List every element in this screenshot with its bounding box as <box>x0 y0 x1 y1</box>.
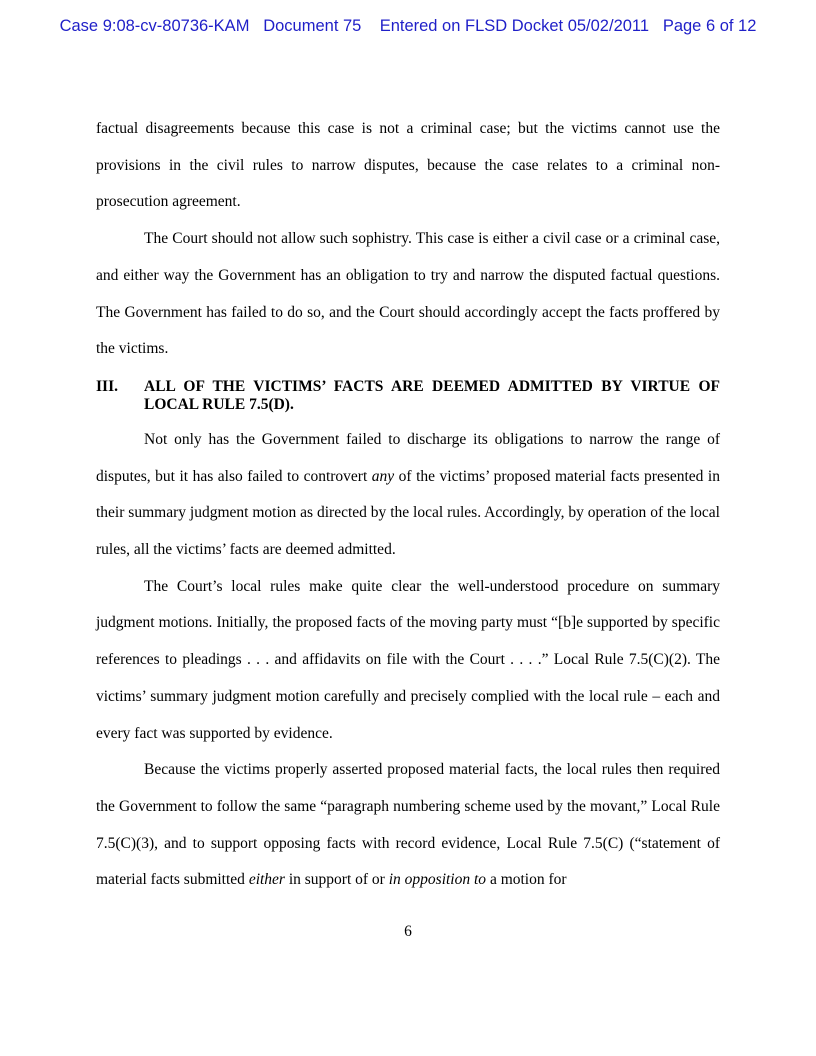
page-count: Page 6 of 12 <box>662 17 757 35</box>
paragraph-local-rules: The Court’s local rules make quite clear the well-understood procedure on summary judgment motions. Initially, the proposed facts of the moving party must “[b]e supported by specific references to pleadings . . . and affidavits on file with the Court . . . .” Local Rule 7.5(C)(2). The victims’ summary judgment motion carefully and precisely complied with the local rule – each and every fact was supported by evidence. <box>96 577 720 742</box>
page-number: 6 <box>404 923 412 940</box>
paragraph-numbering-scheme: Because the victims properly asserted proposed material facts, the local rules then required the Government to follow the same “paragraph numbering scheme used by the movant,” Local Rule 7.5(C)(3), and to support opposing facts with record evidence, Local Rule 7.5(C) (“statement of material facts submitted either in support of or in opposition to a motion for <box>96 761 720 889</box>
section-number: III. <box>96 377 118 395</box>
case-number: Case 9:08-cv-80736-KAM <box>59 17 250 35</box>
paragraph-continuation: factual disagreements because this case is not a criminal case; but the victims cannot use the provisions in the civil rules to narrow disputes, because the case relates to a criminal non-prosecution agreement. <box>96 120 720 211</box>
section-heading-iii <box>96 378 720 414</box>
paragraph-sophistry: The Court should not allow such sophistry. This case is either a civil case or a criminal case, and either way the Government has an obligation to try and narrow the disputed factual questions. The Government has failed to do so, and the Court should accordingly accept the facts proffered by the victims. <box>96 230 720 358</box>
document-number: Document 75 <box>263 17 362 35</box>
paragraph-failed-to-controvert: Not only has the Government failed to discharge its obligations to narrow the range of disputes, but it has also failed to controvert any of the victims’ proposed material facts presented in their summary judgment motion as directed by the local rules. Accordingly, by operation of the local rules, all the victims’ facts are deemed admitted. <box>96 430 720 559</box>
document-body <box>96 111 720 899</box>
section-title: ALL OF THE VICTIMS’ FACTS ARE DEEMED ADMITTED BY VIRTUE OF LOCAL RULE 7.5(D). <box>144 377 720 413</box>
docket-entry: Entered on FLSD Docket 05/02/2011 <box>379 17 650 35</box>
docket-header <box>0 17 816 36</box>
